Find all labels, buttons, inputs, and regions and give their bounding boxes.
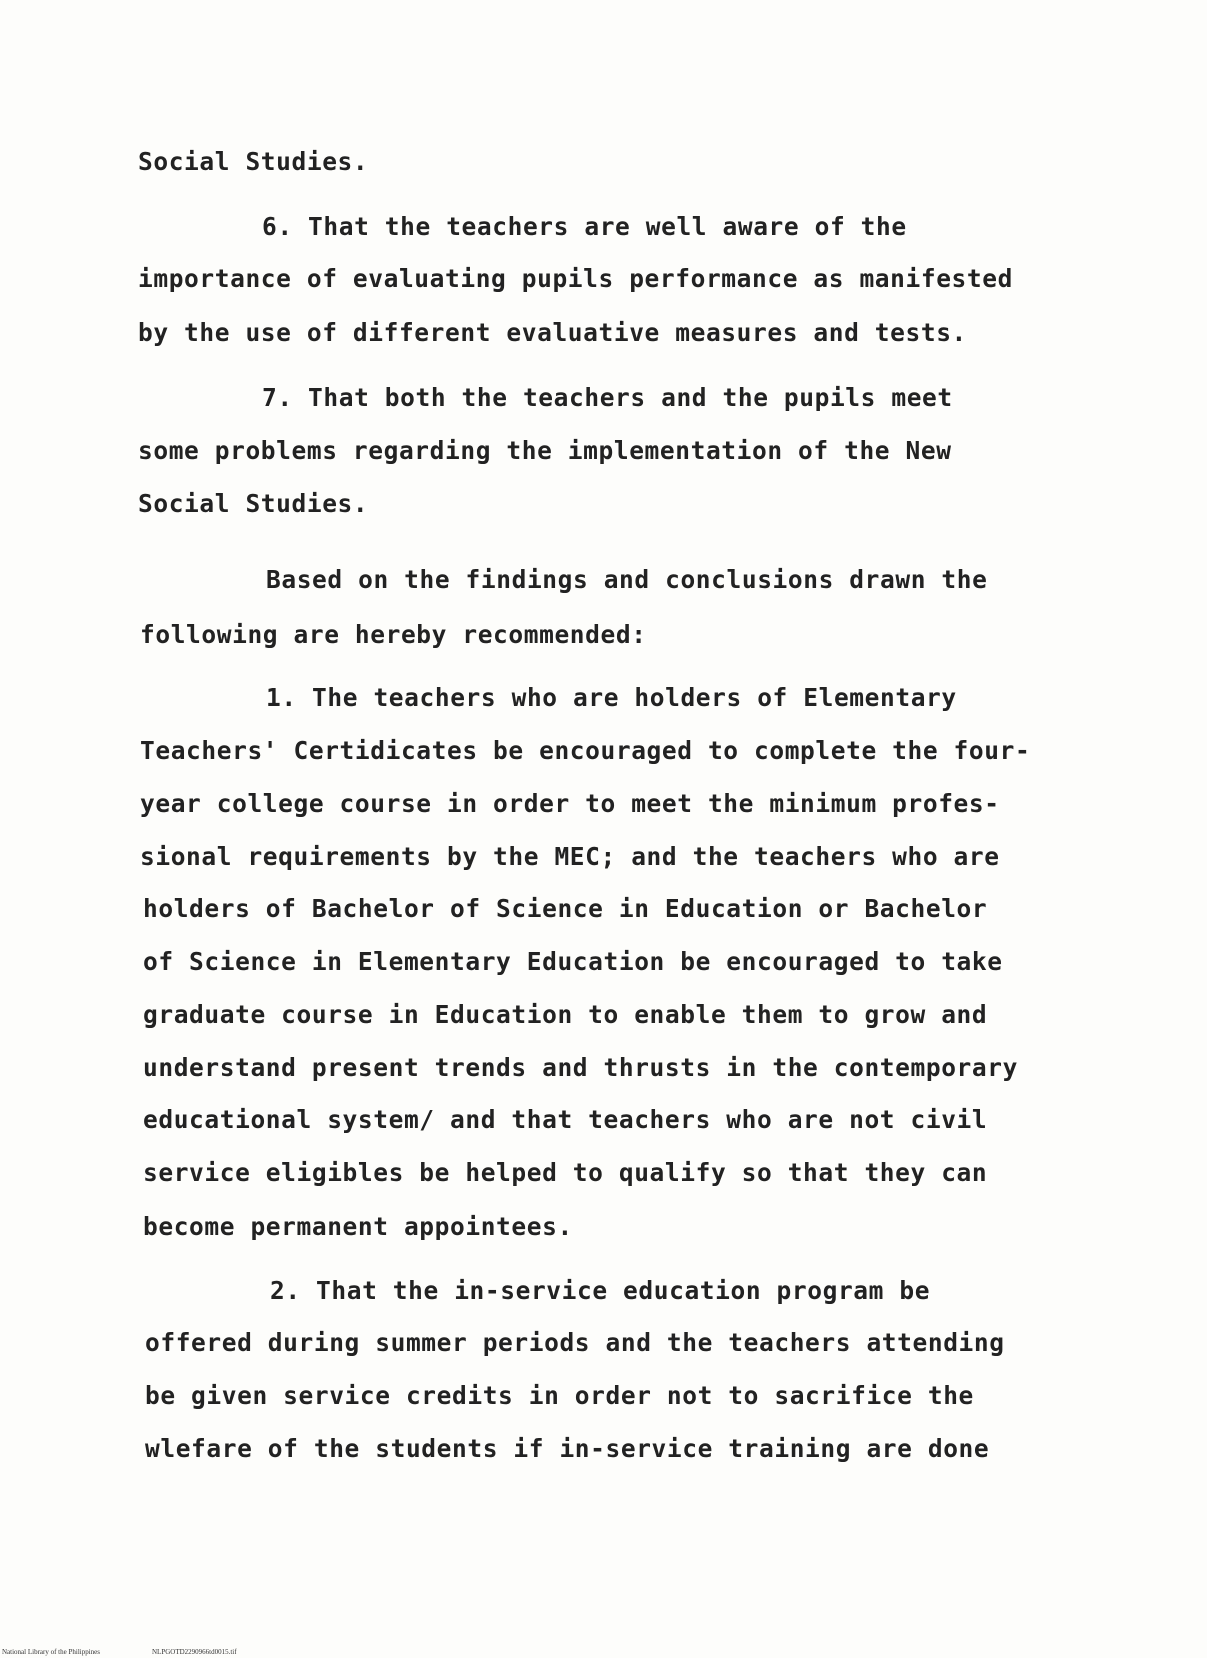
text-line: service eligibles be helped to qualify so that they can xyxy=(143,1158,988,1187)
text-line: be given service credits in order not to sacrifice the xyxy=(145,1381,974,1410)
text-line: Social Studies. xyxy=(138,147,369,176)
footer-filename: NLPGOTD2290966td0015.tif xyxy=(152,1648,237,1656)
text-line: some problems regarding the implementation of the New xyxy=(138,436,952,465)
text-line: sional requirements by the MEC; and the teachers who are xyxy=(140,842,1000,871)
text-line: 1. The teachers who are holders of Elementary xyxy=(266,683,957,712)
text-line: 6. That the teachers are well aware of the xyxy=(262,212,907,241)
text-line: educational system/ and that teachers who are not civil xyxy=(143,1105,988,1134)
text-line: wlefare of the students if in-service training are done xyxy=(145,1434,990,1463)
text-line: Teachers' Certidicates be encouraged to complete the four- xyxy=(140,736,1031,765)
text-line: following are hereby recommended: xyxy=(140,620,647,649)
text-line: become permanent appointees. xyxy=(143,1212,573,1241)
text-line: Social Studies. xyxy=(138,489,369,518)
text-line: 7. That both the teachers and the pupils meet xyxy=(262,383,953,412)
text-line: of Science in Elementary Education be encouraged to take xyxy=(143,947,1003,976)
text-line: graduate course in Education to enable them to grow and xyxy=(143,1000,988,1029)
text-line: 2. That the in-service education program be xyxy=(270,1276,931,1305)
text-line: Based on the findings and conclusions drawn the xyxy=(266,565,988,594)
footer-library: National Library of the Philippines xyxy=(2,1648,100,1656)
text-line: by the use of different evaluative measures and tests. xyxy=(138,318,967,347)
text-line: offered during summer periods and the teachers attending xyxy=(145,1328,1005,1357)
text-line: holders of Bachelor of Science in Education or Bachelor xyxy=(143,894,988,923)
text-line: understand present trends and thrusts in the contemporary xyxy=(143,1053,1018,1082)
text-line: year college course in order to meet the minimum profes- xyxy=(140,789,1000,818)
text-line: importance of evaluating pupils performance as manifested xyxy=(138,264,1013,293)
